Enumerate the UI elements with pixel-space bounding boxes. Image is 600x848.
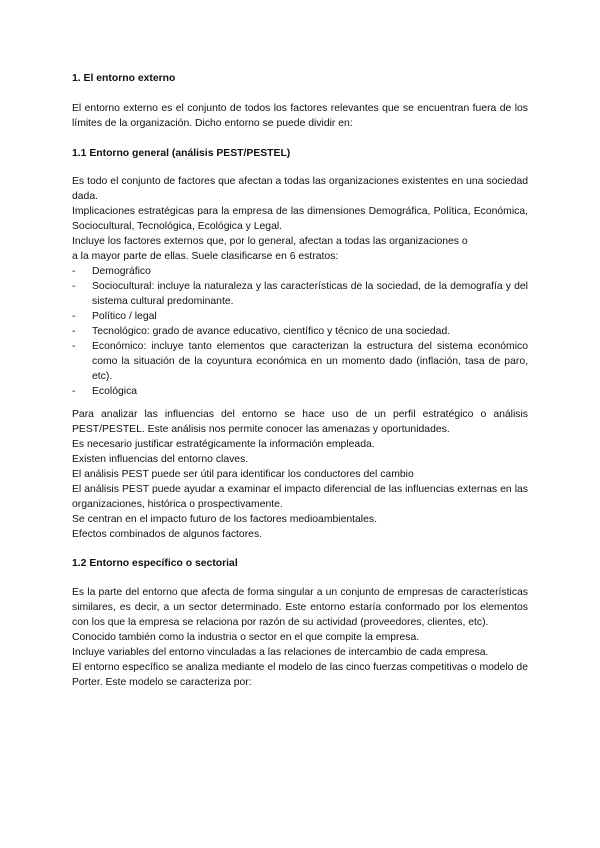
heading-entorno-externo: 1. El entorno externo xyxy=(72,73,176,84)
heading-entorno-general: 1.1 Entorno general (análisis PEST/PESTEL) xyxy=(72,148,291,159)
section-1-1-heading-block xyxy=(72,146,528,161)
pest-paragraph-5: El análisis PEST puede ayudar a examinar el impacto diferencial de las influencias externas en las organizaciones, histórica o prospectivamente. xyxy=(72,484,528,510)
specific-paragraph-3: Incluye variables del entorno vinculadas a las relaciones de intercambio de cada empresa. xyxy=(72,647,489,658)
pest-paragraph-7: Efectos combinados de algunos factores. xyxy=(72,529,263,540)
general-paragraph-3b: a la mayor parte de ellas. Suele clasificarse en 6 estratos: xyxy=(72,251,339,262)
strata-item-ecologica: - Ecológica xyxy=(72,384,528,399)
pest-paragraph-3: Existen influencias del entorno claves. xyxy=(72,454,249,465)
strata-item-politico-legal: - Político / legal xyxy=(72,309,528,324)
pest-block xyxy=(72,407,528,542)
specific-block xyxy=(72,585,528,690)
general-paragraph-2: Implicaciones estratégicas para la empresa de las dimensiones Demográfica, Política, Económica, Sociocultural, Tecnológica, Ecológica y Legal. xyxy=(72,206,528,232)
specific-paragraph-2: Conocido también como la industria o sector en el que compite la empresa. xyxy=(72,632,420,643)
pest-paragraph-6: Se centran en el impacto futuro de los factores medioambientales. xyxy=(72,514,377,525)
intro-paragraph: El entorno externo es el conjunto de todos los factores relevantes que se encuentran fuera de los límites de la organización. Dicho entorno se puede dividir en: xyxy=(72,103,528,129)
specific-paragraph-1: Es la parte del entorno que afecta de forma singular a un conjunto de empresas de características similares, es decir, a un sector determinado. Este entorno estaría conformado por los elementos con los que la empresa se relaciona por razón de su actividad (proveedores, clientes, etc). xyxy=(72,587,528,628)
strata-list xyxy=(72,264,528,399)
strata-item-economico: - Económico: incluye tanto elementos que caracterizan la estructura del sistema económico como la situación de la coyuntura económica en un momento dado (inflación, tasa de paro, etc). xyxy=(72,339,528,384)
intro-block xyxy=(72,101,528,131)
section-1-2-heading-block xyxy=(72,556,528,571)
general-paragraph-1: Es todo el conjunto de factores que afectan a todas las organizaciones existentes en una sociedad dada. xyxy=(72,176,528,202)
pest-paragraph-2: Es necesario justificar estratégicamente la información empleada. xyxy=(72,439,375,450)
general-block xyxy=(72,174,528,399)
strata-item-sociocultural: - Sociocultural: incluye la naturaleza y las características de la sociedad, de la demografía y del sistema cultural predominante. xyxy=(72,279,528,309)
strata-item-demografico: - Demográfico xyxy=(72,264,528,279)
general-paragraph-3a: Incluye los factores externos que, por lo general, afectan a todas las organizaciones o xyxy=(72,236,468,247)
strata-item-tecnologico: - Tecnológico: grado de avance educativo, científico y técnico de una sociedad. xyxy=(72,324,528,339)
pest-paragraph-1: Para analizar las influencias del entorno se hace uso de un perfil estratégico o análisis PEST/PESTEL. Este análisis nos permite conocer las amenazas y oportunidades. xyxy=(72,409,528,435)
pest-paragraph-4: El análisis PEST puede ser útil para identificar los conductores del cambio xyxy=(72,469,414,480)
specific-paragraph-4: El entorno específico se analiza mediante el modelo de las cinco fuerzas competitivas o modelo de Porter. Este modelo se caracteriza por: xyxy=(72,662,528,688)
section-1-heading-block xyxy=(72,71,528,86)
heading-entorno-especifico: 1.2 Entorno específico o sectorial xyxy=(72,558,238,569)
